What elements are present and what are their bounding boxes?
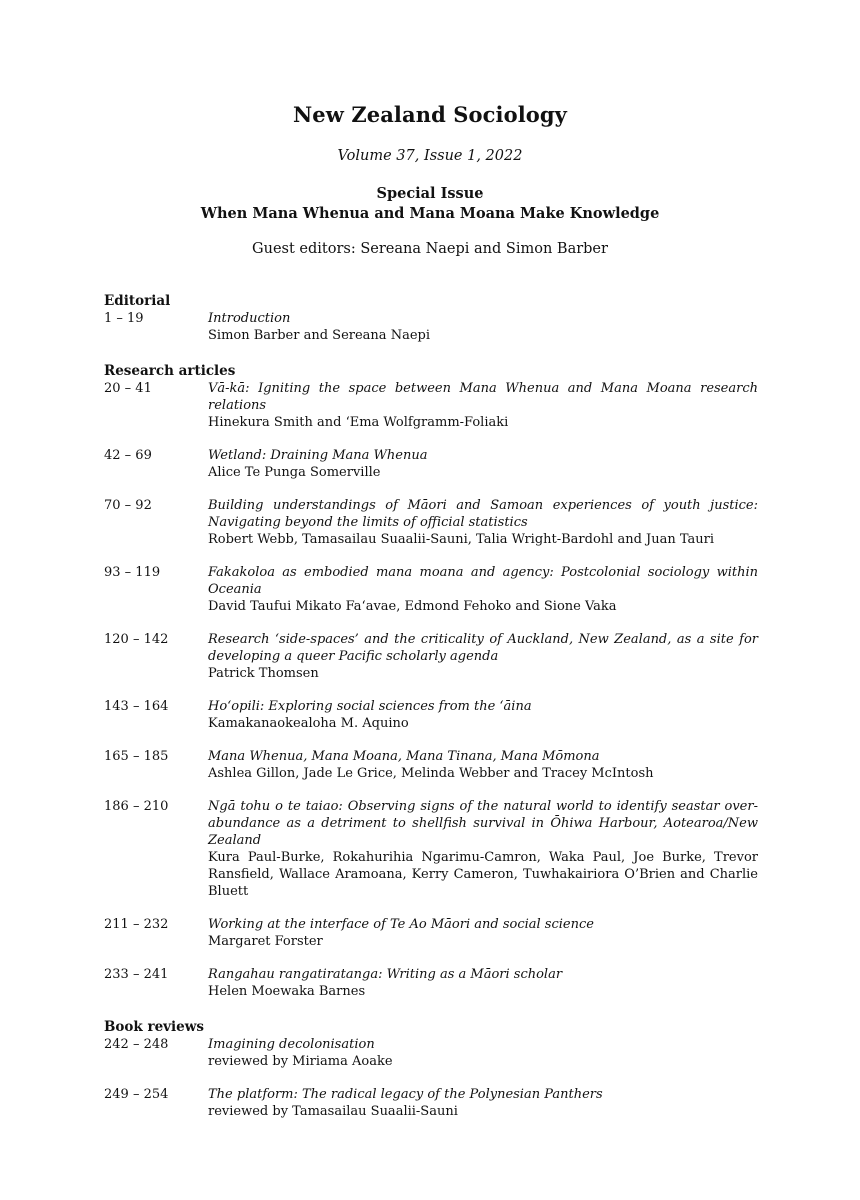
page-range: 186 – 210	[104, 799, 169, 814]
article-title: Building understandings of Māori and Samoan experiences of youth justice: Navigating beyond the limits of official statistics	[208, 498, 758, 530]
article-authors: Helen Moewaka Barnes	[208, 984, 366, 999]
article-title: Hoʻopili: Exploring social sciences from the ʻāina	[208, 699, 532, 714]
entry-content	[208, 1086, 758, 1120]
page-range: 70 – 92	[104, 498, 152, 513]
page-range: 42 – 69	[104, 448, 152, 463]
article-title: Vā-kā: Igniting the space between Mana Whenua and Mana Moana research relations	[208, 381, 758, 413]
article-authors: Hinekura Smith and ʻEma Wolfgramm-Foliaki	[208, 415, 509, 430]
toc-entry	[104, 748, 758, 782]
page-range: 242 – 248	[104, 1037, 169, 1052]
section-heading: Editorial	[104, 293, 171, 309]
entry-spacer	[104, 1070, 758, 1086]
entry-content	[208, 497, 758, 548]
section-heading: Research articles	[104, 363, 236, 379]
page-range: 211 – 232	[104, 917, 169, 932]
toc-entry	[104, 631, 758, 682]
entry-content	[208, 1036, 758, 1070]
toc-entry	[104, 966, 758, 1000]
toc-entry	[104, 380, 758, 431]
page-range: 93 – 119	[104, 565, 161, 580]
article-title: Mana Whenua, Mana Moana, Mana Tinana, Mana Mōmona	[208, 749, 600, 764]
page-range: 1 – 19	[104, 311, 144, 326]
entry-content	[208, 564, 758, 615]
entry-spacer	[104, 548, 758, 564]
article-title: Research ‘side-spaces’ and the criticality of Auckland, New Zealand, as a site for developing a queer Pacific scholarly agenda	[208, 632, 758, 664]
article-authors: Margaret Forster	[208, 934, 323, 949]
entry-content	[208, 698, 758, 732]
article-authors: David Taufui Mikato Faʻavae, Edmond Fehoko and Sione Vaka	[208, 599, 617, 614]
entry-content	[208, 798, 758, 900]
entry-content	[208, 916, 758, 950]
table-of-contents	[104, 293, 758, 1120]
toc-entry	[104, 564, 758, 615]
entry-spacer	[104, 950, 758, 966]
article-authors: Ashlea Gillon, Jade Le Grice, Melinda Webber and Tracey McIntosh	[208, 766, 654, 781]
section-heading: Book reviews	[104, 1019, 204, 1035]
entry-spacer	[104, 732, 758, 748]
entry-content	[208, 310, 758, 344]
article-title: Working at the interface of Te Ao Māori and social science	[208, 917, 594, 932]
article-authors: reviewed by Miriama Aoake	[208, 1054, 393, 1069]
toc-entry	[104, 1036, 758, 1070]
entry-content	[208, 631, 758, 682]
article-authors: Patrick Thomsen	[208, 666, 319, 681]
toc-entry	[104, 1086, 758, 1120]
article-title: Imagining decolonisation	[208, 1037, 375, 1052]
article-authors: Kura Paul-Burke, Rokahurihia Ngarimu-Camron, Waka Paul, Joe Burke, Trevor Ransfield, Wallace Aramoana, Kerry Cameron, Tuwhakairiora O’Brien and Charlie Bluett	[208, 850, 758, 899]
toc-entry	[104, 698, 758, 732]
article-authors: Robert Webb, Tamasailau Suaalii-Sauni, Talia Wright-Bardohl and Juan Tauri	[208, 532, 715, 547]
entry-content	[208, 380, 758, 431]
section-spacer	[104, 1000, 758, 1019]
entry-spacer	[104, 900, 758, 916]
entry-content	[208, 966, 758, 1000]
toc-entry	[104, 916, 758, 950]
entry-spacer	[104, 431, 758, 447]
page-range: 20 – 41	[104, 381, 152, 396]
entry-spacer	[104, 481, 758, 497]
entry-spacer	[104, 782, 758, 798]
toc-entry	[104, 447, 758, 481]
entry-content	[208, 447, 758, 481]
article-title: Wetland: Draining Mana Whenua	[208, 448, 428, 463]
page-range: 249 – 254	[104, 1087, 169, 1102]
article-title: Rangahau rangatiratanga: Writing as a Māori scholar	[208, 967, 563, 982]
article-title: Ngā tohu o te taiao: Observing signs of the natural world to identify seastar over-abundance as a detriment to shellfish survival in Ōhiwa Harbour, Aotearoa/New Zealand	[208, 799, 758, 848]
entry-spacer	[104, 615, 758, 631]
article-authors: reviewed by Tamasailau Suaalii-Sauni	[208, 1104, 458, 1119]
page-range: 143 – 164	[104, 699, 169, 714]
section-spacer	[104, 344, 758, 363]
page-range: 120 – 142	[104, 632, 169, 647]
entry-spacer	[104, 682, 758, 698]
page-range: 165 – 185	[104, 749, 169, 764]
guest-editors-line: Guest editors: Sereana Naepi and Simon Barber	[252, 241, 608, 257]
entry-content	[208, 748, 758, 782]
journal-title: New Zealand Sociology	[292, 102, 567, 127]
special-issue-title: When Mana Whenua and Mana Moana Make Knowledge	[200, 205, 660, 222]
article-title: Fakakoloa as embodied mana moana and agency: Postcolonial sociology within Oceania	[208, 565, 758, 597]
article-title: The platform: The radical legacy of the Polynesian Panthers	[208, 1087, 603, 1102]
toc-entry	[104, 310, 758, 344]
article-title: Introduction	[208, 311, 291, 326]
toc-entry	[104, 497, 758, 548]
toc-entry	[104, 798, 758, 900]
special-issue-label: Special Issue	[376, 185, 484, 202]
article-authors: Alice Te Punga Somerville	[208, 465, 381, 480]
article-authors: Kamakanaokealoha M. Aquino	[208, 716, 409, 731]
page-range: 233 – 241	[104, 967, 169, 982]
volume-issue-line: Volume 37, Issue 1, 2022	[337, 148, 523, 164]
article-authors: Simon Barber and Sereana Naepi	[208, 328, 430, 343]
